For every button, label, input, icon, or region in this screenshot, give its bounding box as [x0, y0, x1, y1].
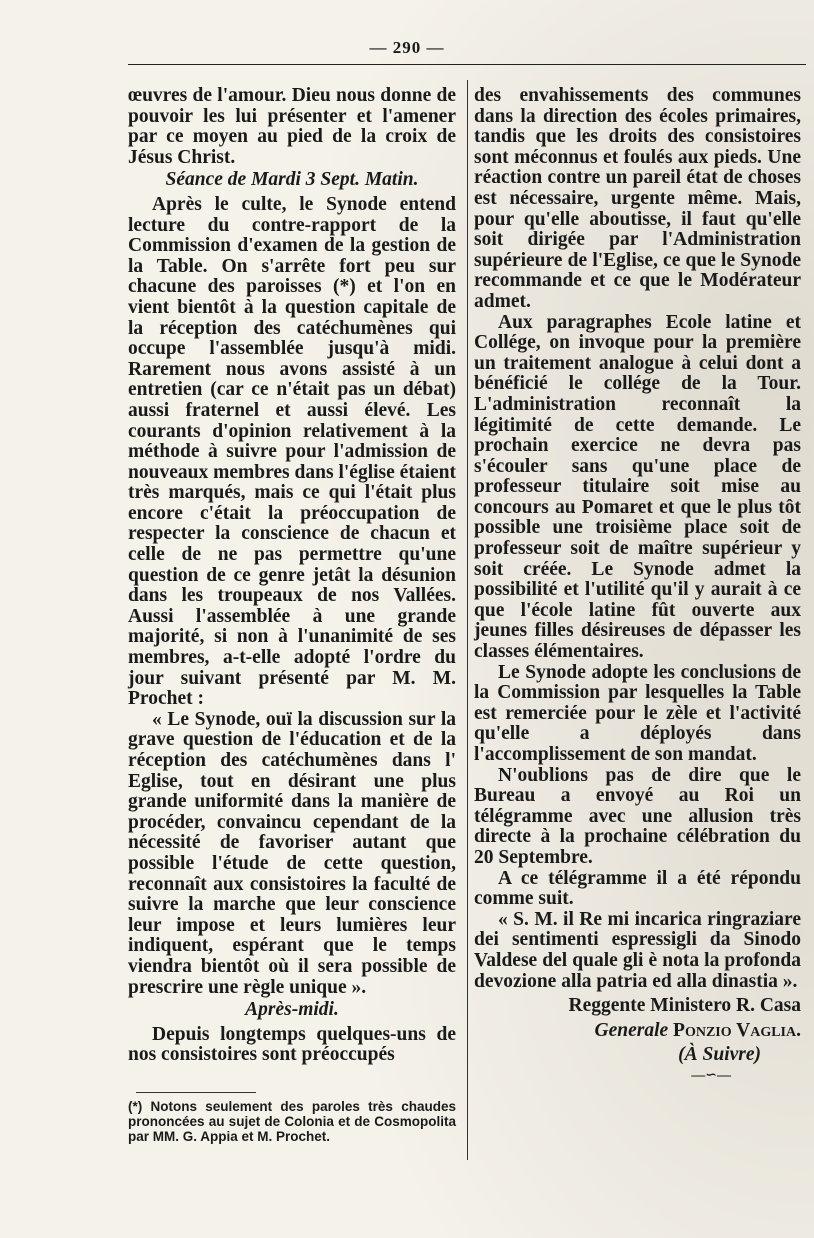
right-paragraph-2: Aux paragraphes Ecole latine et Collége, on invoque pour la première un traitement analogue à celui dont a bénéficié le collége de la Tour. L'administration reconnaît la légitimité de cette demande. Le prochain exercice ne devra pas s'écouler sans qu'une place de professeur titulaire soit mise au concours au Pomaret et que le plus tôt possible une troisième place soit de professeur soit de maître supérieur y soit créée. Le Synode admet la possibilité et l'utilité qu'il y aurait à ce que l'école latine fût ouverte aux jeunes filles désireuses de dépasser les classes élémentaires. — [474, 311, 801, 663]
left-column — [128, 86, 456, 1144]
signature-line-2 — [474, 1021, 801, 1042]
signature-line-1: Reggente Ministero R. Casa — [568, 995, 801, 1017]
session-heading-morning: Séance de Mardi 3 Sept. Matin. — [165, 169, 419, 191]
signature-title: Generale — [594, 1019, 669, 1041]
right-paragraph-4: N'oublions pas de dire que le Bureau a envoyé au Roi un télégramme avec une allusion très directe à la prochaine célébration du 20 Septembre. — [474, 764, 801, 868]
page-number: — 290 — — [369, 38, 445, 57]
resolution-quote: « Le Synode, ouï la discussion sur la grave question de l'éducation et de la réception des catéchumènes dans l' Eglise, tout en désirant une plus grande uniformité dans la manière de procéder, convaincu cependant de la nécessité de favoriser autant que possible l'étude de cette question, reconnaît aux consistoires la faculté de suivre la marche que leur conscience leur impose et leurs lumières leur indiquent, espérant que le temps viendra bientôt où il sera possible de prescrire une règle unique ». — [128, 708, 456, 998]
right-paragraph-3: Le Synode adopte les conclusions de la Commission par lesquelles la Table est remerciée pour le zèle et l'activité qu'elle a déployés dans l'accomplissement de son mandat. — [474, 661, 801, 765]
header-rule — [128, 64, 806, 65]
left-paragraph-2: Après le culte, le Synode entend lecture du contre-rapport de la Commission d'examen de la gestion de la Table. On s'arrête fort peu sur chacune des paroisses (*) et l'on en vient bientôt à la question capitale de la réception des catéchumènes qui occupe l'assemblée jusqu'à midi. Rarement nous avons assisté à un entretien (car ce n'était pas un débat) aussi fraternel et aussi élevé. Les courants d'opinion relativement à la méthode à suivre pour l'admission de nouveaux membres dans l'église étaient très marqués, mais ce qui l'était plus encore c'était la préoccupation de respecter la conscience de chacun et celle de ne pas permettre qu'une question de ce genre jetât la désunion dans les troupeaux de nos Vallées. Aussi l'assemblée à une grande majorité, si non à l'unanimité de ses membres, a-t-elle adopté l'ordre du jour suivant présenté par M. M. Prochet : — [128, 193, 456, 710]
column-divider — [467, 80, 468, 1160]
right-paragraph-5: A ce télégramme il a été répondu comme suit. — [474, 867, 801, 910]
signature-name: Ponzio Vaglia. — [673, 1019, 801, 1041]
left-paragraph-4: Depuis longtemps quelques-uns de nos consistoires sont préoccupés — [128, 1023, 456, 1066]
to-be-continued: (À Suivre) — [678, 1044, 761, 1066]
session-heading-afternoon: Après-midi. — [245, 999, 339, 1021]
right-column — [474, 86, 801, 1087]
ornament-icon: —∽— — [691, 1067, 731, 1083]
right-paragraph-1: des envahissements des communes dans la direction des écoles primaires, tandis que les droits des consistoires sont méconnus et foulés aux pieds. Une réaction contre un pareil état de choses est nécessaire, urgente même. Mais, pour qu'elle aboutisse, il faut qu'elle soit dirigée par l'Administration supérieure de l'Eglise, ce que le Synode recommande et ce que le Modérateur admet. — [474, 85, 801, 312]
left-paragraph-1: œuvres de l'amour. Dieu nous donne de pouvoir les lui présenter et l'amener par ce moyen au pied de la croix de Jésus Christ. — [128, 85, 456, 168]
footnote-rule — [136, 1092, 256, 1093]
telegram-quote: « S. M. il Re mi incarica ringraziare dei sentimenti espressigli da Sinodo Valdese del quale gli è nota la profonda devozione alla patria ed alla dinastia ». — [474, 908, 801, 992]
footnote: (*) Notons seulement des paroles très chaudes prononcées au sujet de Colonia et de Cosmopolita par MM. G. Appia et M. Prochet. — [128, 1098, 456, 1144]
